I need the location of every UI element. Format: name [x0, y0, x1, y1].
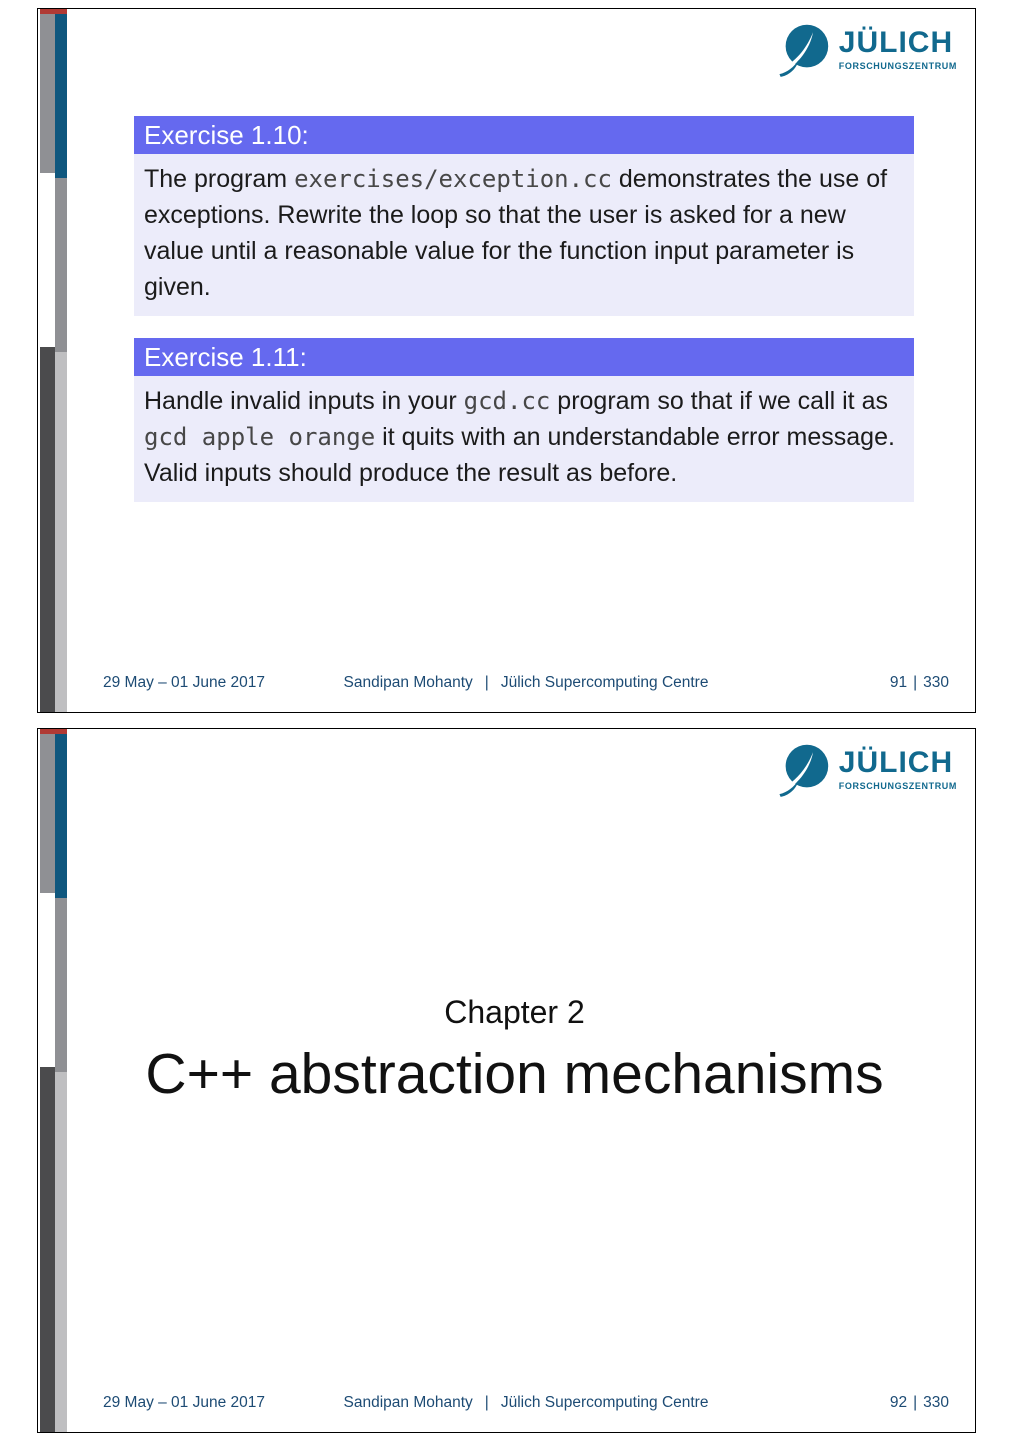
- sidebar-column-right: [55, 729, 67, 1432]
- footer-page-indicator: [890, 674, 949, 692]
- juelich-logo-mark-icon: [775, 22, 831, 78]
- footer-date: 29 May – 01 June 2017: [103, 674, 266, 691]
- footer-institute: Jülich Supercomputing Centre: [500, 1394, 709, 1411]
- sidebar-segment: [40, 347, 55, 712]
- inline-code: gcd.cc: [463, 387, 551, 415]
- sidebar-segment: [40, 14, 55, 173]
- footer-page-number: 92: [889, 1394, 908, 1411]
- sidebar-column-left: [40, 729, 55, 1432]
- footer-page-indicator: [890, 1394, 949, 1412]
- chapter-label: Chapter 2: [444, 994, 585, 1030]
- footer-page-separator: |: [913, 674, 918, 691]
- sidebar-segment: [55, 1072, 67, 1433]
- body-text: it quits with an understandable error message. Valid inputs should produce the result as before.: [144, 423, 895, 487]
- sidebar-segment: [40, 1067, 55, 1432]
- sidebar-segment: [40, 734, 55, 893]
- block-title: Exercise 1.11:: [134, 338, 914, 376]
- sidebar-progress: [39, 9, 67, 712]
- sidebar-column-left: [40, 9, 55, 712]
- inline-code: gcd apple orange: [144, 423, 376, 451]
- footer-author: Sandipan Mohanty: [343, 1394, 473, 1411]
- block-body: [134, 154, 914, 316]
- logo-subtitle: FORSCHUNGSZENTRUM: [838, 61, 957, 71]
- footer-center: [344, 1394, 709, 1412]
- sidebar-segment: [55, 898, 67, 1072]
- juelich-logo-mark-icon: [775, 742, 831, 798]
- block-body: [134, 376, 914, 502]
- footer-institute: Jülich Supercomputing Centre: [500, 674, 709, 691]
- sidebar-segment: [55, 178, 67, 352]
- juelich-logo: [775, 742, 957, 798]
- body-text: The program: [144, 165, 295, 193]
- footer-separator: |: [484, 1394, 489, 1411]
- logo-text: [839, 742, 957, 791]
- inline-code: exercises/exception.cc: [294, 165, 612, 193]
- sidebar-progress: [39, 729, 67, 1432]
- footer-center: [344, 674, 709, 692]
- logo-wordmark: JÜLICH: [838, 26, 954, 59]
- sidebar-segment-current: [55, 14, 67, 178]
- body-text: program so that if we call it as: [550, 387, 888, 415]
- footer-total-pages: 330: [923, 674, 949, 691]
- juelich-logo: [775, 22, 957, 78]
- sidebar-segment: [55, 352, 67, 713]
- sidebar-segment: [40, 893, 55, 1067]
- slide-page-91: [37, 8, 976, 713]
- footer-page-number: 91: [889, 674, 908, 691]
- exercise-block-1-10: [134, 116, 914, 316]
- footer-separator: |: [484, 674, 489, 691]
- footer-date: 29 May – 01 June 2017: [103, 1394, 266, 1411]
- sidebar-segment: [40, 173, 55, 347]
- logo-subtitle: FORSCHUNGSZENTRUM: [838, 781, 957, 791]
- footer-page-separator: |: [913, 1394, 918, 1411]
- footer-total-pages: 330: [923, 1394, 949, 1411]
- exercise-block-1-11: [134, 338, 914, 502]
- logo-text: [839, 22, 957, 71]
- body-text: demonstrates the use of exceptions. Rewrite the loop so that the user is asked for a new value until a reasonable value for the function input parameter is given.: [144, 165, 888, 301]
- logo-wordmark: JÜLICH: [838, 746, 954, 779]
- slide-page-92: [37, 728, 976, 1433]
- footer-author: Sandipan Mohanty: [343, 674, 473, 691]
- body-text: Handle invalid inputs in your: [144, 387, 464, 415]
- slide-footer: [103, 1394, 949, 1414]
- chapter-title: C++ abstraction mechanisms: [145, 1042, 884, 1106]
- block-title: Exercise 1.10:: [134, 116, 914, 154]
- sidebar-segment-current: [55, 734, 67, 898]
- sidebar-column-right: [55, 9, 67, 712]
- slide-footer: [103, 674, 949, 694]
